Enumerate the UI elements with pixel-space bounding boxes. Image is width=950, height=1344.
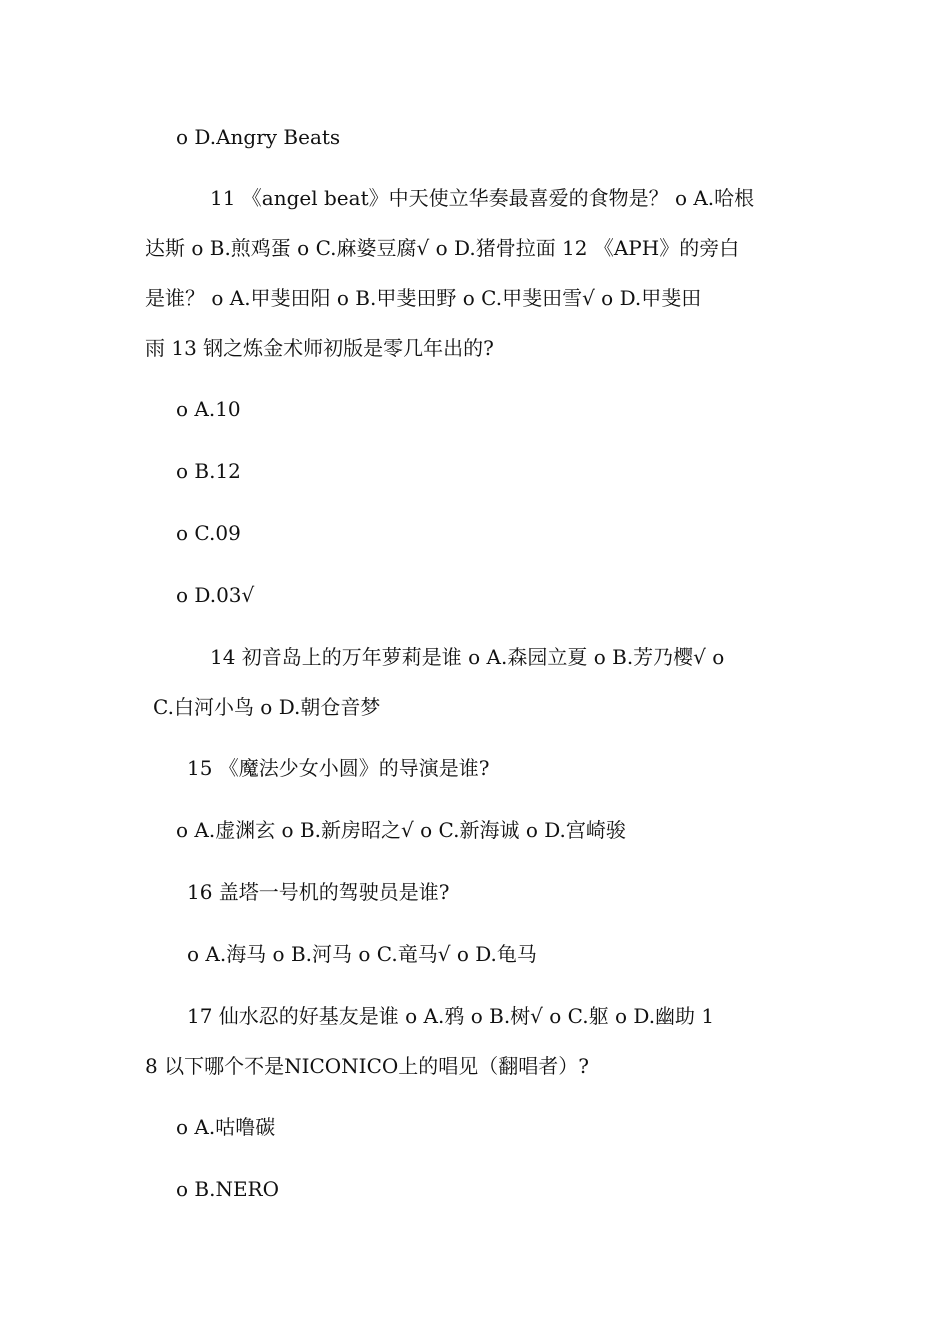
question-line: 8 以下哪个不是NICONICO上的唱见（翻唱者）? <box>145 1054 590 1078</box>
option-line: o B.NERO <box>176 1177 280 1201</box>
option-line: o A.咕噜碳 <box>176 1115 276 1139</box>
question-line: 11 《angel beat》中天使立华奏最喜爱的食物是？ o A.哈根 <box>210 186 755 210</box>
question-line: C.白河小鸟 o D.朝仓音梦 <box>153 695 381 719</box>
question-line: 15 《魔法少女小圆》的导演是谁? <box>187 756 490 780</box>
question-line: 雨 13 钢之炼金术师初版是零几年出的? <box>145 336 494 360</box>
question-line: 14 初音岛上的万年萝莉是谁 o A.森园立夏 o B.芳乃樱√ o <box>210 645 725 669</box>
option-line: o D.Angry Beats <box>176 125 341 149</box>
question-line: 16 盖塔一号机的驾驶员是谁? <box>187 880 450 904</box>
option-line: o B.12 <box>176 459 241 483</box>
question-line: 17 仙水忍的好基友是谁 o A.鸦 o B.树√ o C.躯 o D.幽助 1 <box>187 1004 715 1028</box>
option-line: o A.虚渊玄 o B.新房昭之√ o C.新海诚 o D.宫崎骏 <box>176 818 626 842</box>
option-line: o A.海马 o B.河马 o C.竜马√ o D.龟马 <box>187 942 537 966</box>
question-line: 是谁？ o A.甲斐田阳 o B.甲斐田野 o C.甲斐田雪√ o D.甲斐田 <box>145 286 702 310</box>
question-line: 达斯 o B.煎鸡蛋 o C.麻婆豆腐√ o D.猪骨拉面 12 《APH》的旁白 <box>145 236 740 260</box>
option-line: o C.09 <box>176 521 241 545</box>
option-line: o A.10 <box>176 397 241 421</box>
option-line: o D.03√ <box>176 583 255 607</box>
